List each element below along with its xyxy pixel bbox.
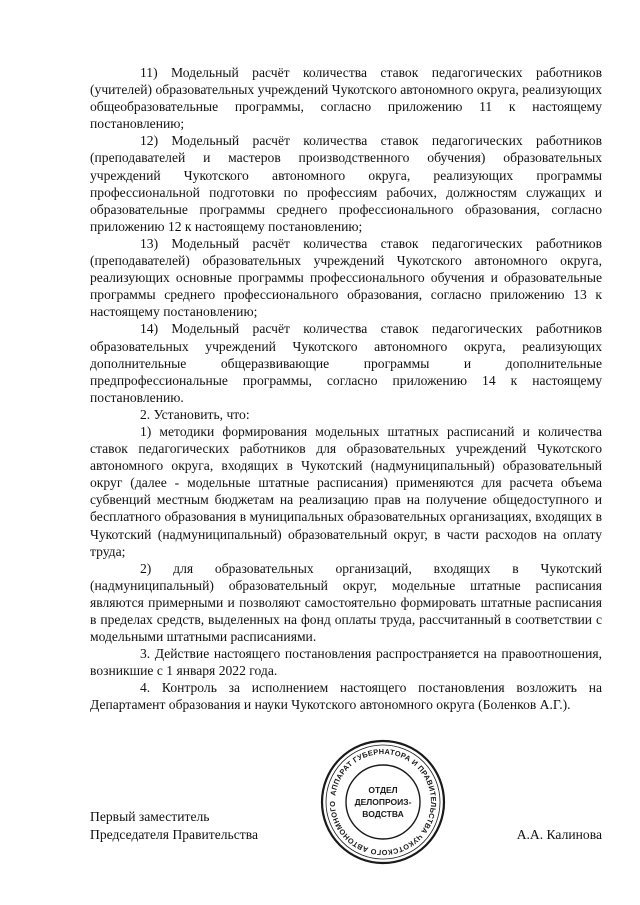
stamp-center-line1: ОТДЕЛ (368, 785, 398, 795)
paragraph-clause-4: 4. Контроль за исполнением настоящего постановления возложить на Департамент образования и науки Чукотского автономного округа (Боленков А.Г.). (90, 680, 602, 713)
official-stamp (318, 737, 448, 867)
paragraph-clause-2: 2. Установить, что: (140, 406, 250, 422)
paragraph-clause-3: 3. Действие настоящего постановления распространяется на правоотношения, возникшие с 1 января 2022 года. (90, 646, 602, 679)
stamp-center-line2: ДЕЛОПРОИЗ- (354, 797, 412, 807)
paragraph-item-12: 12) Модельный расчёт количества ставок педагогических работников (преподавателей и мастеров производственного обучения) образовательных учреждений Чукотского автономного округа, реализующих программы профессиональной подготовки по профессиям рабочих, должностям служащих и образовательные программы среднего профессионального образования, согласно приложению 12 к настоящему постановлению; (90, 133, 602, 234)
signer-name: А.А. Калинова (516, 826, 602, 842)
paragraph-item-13: 13) Модельный расчёт количества ставок педагогических работников (преподавателей) образовательных учреждений Чукотского автономного округа, реализующих основные программы профессионального обучения и образовательные программы среднего профессионального образования, согласно приложению 13 к настоящему постановлению; (90, 235, 602, 320)
paragraph-item-11: 11) Модельный расчёт количества ставок педагогических работников (учителей) образовательных учреждений Чукотского автономного округа, реализующих общеобразовательные программы, согласно приложению 11 к настоящему постановлению; (90, 65, 602, 132)
paragraph-item-14: 14) Модельный расчёт количества ставок педагогических работников образовательных учреждений Чукотского автономного округа, реализующих дополнительные общеразвивающие программы и дополнительные предпрофессиональные программы, согласно приложению 14 к настоящему постановлению. (90, 321, 602, 405)
paragraph-clause-2-item-1: 1) методики формирования модельных штатных расписаний и количества ставок педагогических работников для образовательных учреждений Чукотского автономного округа, входящих в Чукотский (надмуниципальный) образовательный округ (далее - модельные штатные расписания) применяются для расчета объема субвенций местным бюджетам на реализацию прав на получение общедоступного и бесплатного образования в муниципальных образовательных организациях, входящих в Чукотский (надмуниципальный) образовательный округ, в части расходов на оплату труда; (90, 423, 602, 559)
signer-title-line2: Председателя Правительства (90, 826, 258, 842)
stamp-center (353, 772, 413, 832)
signer-title-line1: Первый заместитель (90, 809, 210, 824)
stamp-ring-text: АППАРАТ ГУБЕРНАТОРА И ПРАВИТЕЛЬСТВА ЧУКОТСКОГО АВТОНОМНОГО (327, 746, 439, 858)
paragraph-clause-2-item-2: 2) для образовательных организаций, входящих в Чукотский (надмуниципальный) образовательный округ, модельные штатные расписания являются примерными и позволяют самостоятельно формировать штатные расписания в пределах средств, выделенных на фонд оплаты труда, рассчитанный в соответствии с модельными штатными расписаниями. (90, 560, 602, 645)
stamp-center-line3: ВОДСТВА (362, 809, 404, 819)
document-body (90, 64, 602, 714)
